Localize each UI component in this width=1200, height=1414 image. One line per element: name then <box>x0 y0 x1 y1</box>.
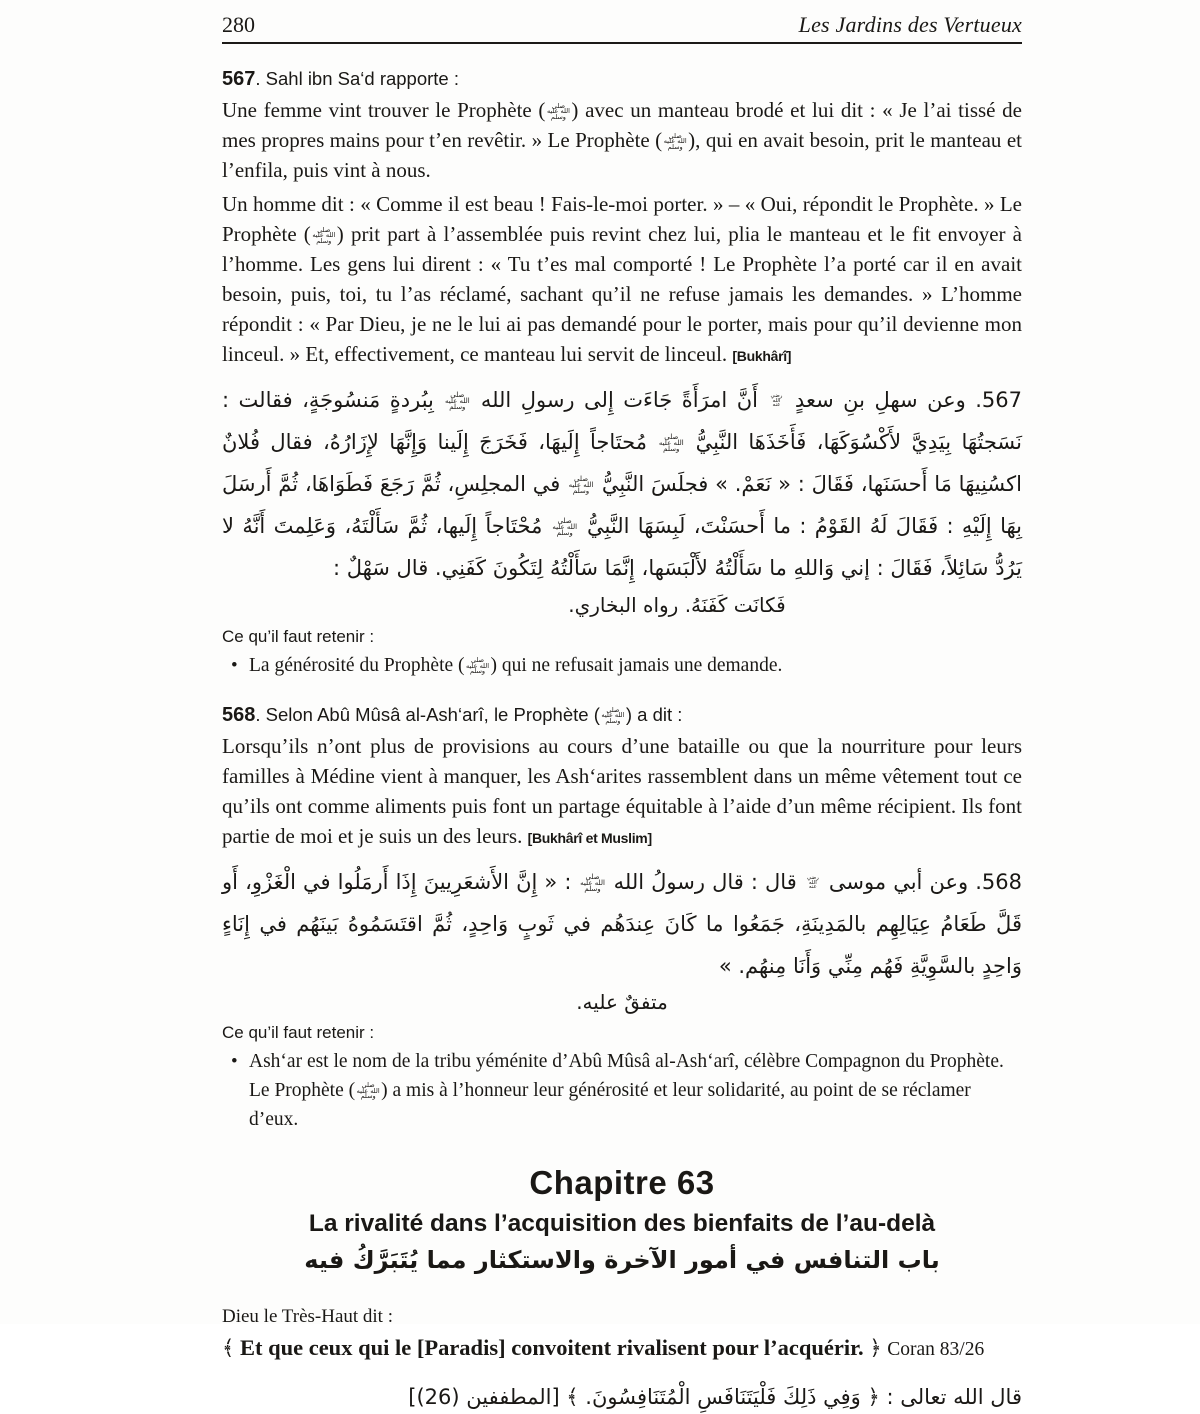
hadith-567-retenir-label: Ce qu’il faut retenir : <box>222 627 375 646</box>
hadith-568-arabic-source: متفقٌ عليه. <box>576 990 668 1014</box>
book-title: Les Jardins des Vertueux <box>798 12 1022 37</box>
chapter-63-section <box>222 1164 1022 1278</box>
header-rule <box>222 42 1022 44</box>
hadith-source-tag: [Bukhârî et Muslim] <box>527 830 652 846</box>
hadith-567-french-para-1: Une femme vint trouver le Prophète ( صلى الله عليه وسلم ) avec un manteau brodé et lui dit : « Je l’ai tissé de mes propres mains pour t’en revêtir. » Le Prophète ( صلى الله عليه وسلم ), qui en avait besoin, prit le manteau et l’enfila, puis vint à nous. <box>222 98 1023 182</box>
prophet-eulogy-icon: صلى الله عليه وسلم <box>663 131 687 151</box>
quran-ornate-bracket-icon: ﴿ <box>869 1336 882 1360</box>
prophet-eulogy-icon: صلى الله عليه وسلم <box>601 705 625 725</box>
hadith-568-section <box>222 704 1022 1134</box>
prophet-eulogy-icon: صلى الله عليه وسلم <box>658 433 684 453</box>
prophet-eulogy-icon: صلى الله عليه وسلم <box>356 1081 380 1101</box>
companion-honorific-icon: رضي الله عنه <box>806 874 819 891</box>
hadith-568-arabic-text: 568. وعن أبي موسى رضي الله عنه قال : قال رسولُ الله صلى الله عليه وسلم : « إِنَّ الأَشعَرِيينَ إِذَا أَرمَلُوا في الْغَزْوِ، أَو قَلَّ طَعَامُ عِيَالِهِم بالمَدِينَةِ، جَمَعُوا ما كَانَ عِندَهُم في ثَوبٍ وَاحِدٍ، ثُمَّ اقتَسَمُوهُ بَينَهُم في إِنَاءٍ وَاحِدٍ بالسَّوِيَّةِ فَهُم مِنِّي وَأَنَا مِنهُم. » <box>222 870 1022 978</box>
hadith-568-retenir-text: Ash‘ar est le nom de la tribu yéménite d’Abû Mûsâ al-Ash‘arî, célèbre Compagnon du Prophète. Le Prophète ( صلى الله عليه وسلم ) a mis à l’honneur leur générosité et leur solidarité, au point de se réclamer d’eux. <box>249 1051 1004 1130</box>
hadith-568-retenir-item <box>222 1047 1022 1134</box>
prophet-eulogy-icon: صلى الله عليه وسلم <box>580 873 605 893</box>
hadith-568-retenir-label: Ce qu’il faut retenir : <box>222 1023 375 1042</box>
prophet-eulogy-icon: صلى الله عليه وسلم <box>568 475 594 495</box>
quran-reference: Coran 83/26 <box>887 1339 985 1360</box>
page-header <box>222 0 1022 38</box>
chapter-title-arabic: باب التنافس في أمور الآخرة والاستكثار مما يُتَبَرَّكُ فيه <box>304 1246 940 1274</box>
chapter-subtitle-french: La rivalité dans l’acquisition des bienfaits de l’au-delà <box>308 1210 936 1237</box>
quran-ornate-bracket-icon: ﴾ <box>222 1336 235 1360</box>
hadith-567-section <box>222 68 1022 680</box>
verse-arabic: قال الله تعالى : ﴿ وَفِي ذَلِكَ فَلْيَتَنَافَسِ الْمُتَنَافِسُونَ. ﴾ [المطففين (26)] <box>408 1385 1022 1409</box>
bullet-icon: • <box>231 1051 238 1072</box>
hadith-567-arabic-text: 567. وعن سهلِ بنِ سعدٍ رضي الله عنه أَنَّ امرَأَةً جَاءَت إِلى رسولِ الله صلى الله عليه وسلم بِبُردةٍ مَنسُوجَةٍ، فقالت : نَسَجتُهَا بِيَدِيَّ لأَكْسُوَكَهَا، فَأَخَذَهَا النَّبِيُّ صلى الله عليه وسلم مُحتَاجاً إِلَيهَا، فَخَرَجَ إِلَينا وَإِنَّهَا لإِزَارُهُ، فقال فُلانٌ اكسُنِيهَا مَا أَحسَنَها، فَقَالَ : « نَعَمْ. » فجلَسَ النَّبِيُّ صلى الله عليه وسلم في المجلِسِ، ثُمَّ رَجَعَ فَطَوَاهَا، ثُمَّ أَرسَلَ بِهَا إِلَيْهِ : فَقَالَ لَهُ القَوْمُ : ما أَحسَنْتَ، لَبِسَهَا النَّبِيُّ صلى الله عليه وسلم مُحْتَاجاً إِلَيها، ثُمَّ سَأَلْتَهُ، وَعَلِمتَ أَنَّهُ لا يَرُدُّ سَائِلاً، فَقَالَ : إني وَاللهِ ما سَأَلْتُهُ لأَلْبَسَها، إِنَّمَا سَأَلْتُهُ لِتَكُونَ كَفَنِي. قال سَهْلٌ : <box>222 388 1022 580</box>
prophet-eulogy-icon: صلى الله عليه وسلم <box>466 656 489 676</box>
prophet-eulogy-icon: صلى الله عليه وسلم <box>312 225 336 245</box>
prophet-eulogy-icon: صلى الله عليه وسلم <box>552 517 578 537</box>
verse-french: ﴾ Et que ceux qui le [Paradis] convoitent rivalisent pour l’acquérir. ﴿ Coran 83/26 <box>222 1335 985 1360</box>
hadith-567-french-para-2: Un homme dit : « Comme il est beau ! Fais-le-moi porter. » – « Oui, répondit le Prophète. » Le Prophète ( صلى الله عليه وسلم ) prit part à l’assemblée puis revint chez lui, plia le manteau et le fit envoyer à l’homme. Les gens lui dirent : « Tu t’es mal comporté ! Le Prophète l’a porté car il en avait besoin, puis, toi, tu l’as réclamé, sachant qu’il ne refuse jamais les demandes. » L’homme répondit : « Par Dieu, je ne le lui ai pas demandé pour le porter, mais pour qu’il devienne mon linceul. » Et, effectivement, ce manteau lui servit de linceul. [Bukhârî] <box>222 192 1022 366</box>
hadith-568-french-para-1: Lorsqu’ils n’ont plus de provisions au cours d’une bataille ou que la nourriture pour leurs familles à Médine vient à manquer, les Ash‘arites rassemblent dans un même vêtement tout ce qu’ils ont comme aliments puis font un partage équitable à l’aide d’un même récipient. Ils font partie de moi et je suis un des leurs. [Bukhârî et Muslim] <box>222 734 1022 848</box>
hadith-number: 567 <box>222 68 256 90</box>
hadith-567-retenir-text: La générosité du Prophète ( صلى الله عليه وسلم ) qui ne refusait jamais une demande. <box>249 655 783 676</box>
page-number: 280 <box>222 12 255 37</box>
verse-intro: Dieu le Très-Haut dit : <box>222 1306 393 1327</box>
companion-honorific-icon: رضي الله عنه <box>770 392 783 409</box>
hadith-567-retenir-item <box>222 651 1022 680</box>
prophet-eulogy-icon: صلى الله عليه وسلم <box>546 101 570 121</box>
hadith-567-heading: 567. Sahl ibn Sa‘d rapporte : <box>222 68 460 90</box>
hadith-568-heading: 568. Selon Abû Mûsâ al-Ash‘arî, le Prophète ( صلى الله عليه وسلم ) a dit : <box>222 704 683 726</box>
hadith-567-arabic-source: فَكانَت كَفَنَهُ. رواه البخاري. <box>568 593 786 617</box>
chapter-number-title: Chapitre 63 <box>529 1164 715 1201</box>
hadith-number: 568 <box>222 704 256 726</box>
hadith-source-tag: [Bukhârî] <box>732 348 792 364</box>
verse-section <box>222 1306 1022 1414</box>
prophet-eulogy-icon: صلى الله عليه وسلم <box>444 391 470 411</box>
bullet-icon: • <box>231 655 238 676</box>
page-content <box>222 0 1022 1414</box>
